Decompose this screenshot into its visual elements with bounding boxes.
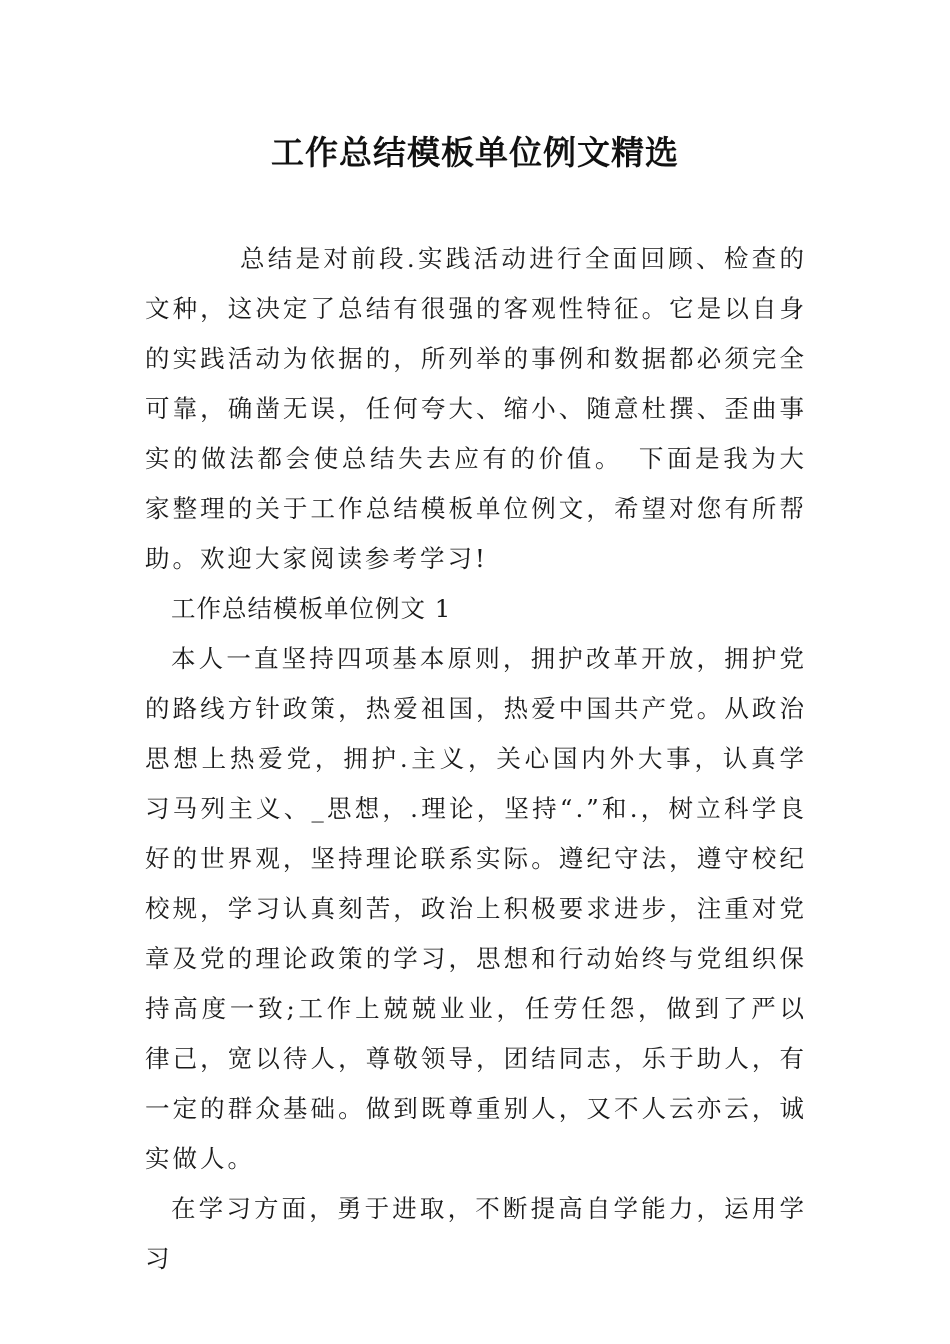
body-paragraph-1: 本人一直坚持四项基本原则，拥护改革开放，拥护党的路线方针政策，热爱祖国，热爱中国共产党。从政治思想上热爱党，拥护.主义，关心国内外大事，认真学习马列主义、_思想，.理论，坚持“.”和.，树立科学良好的世界观，坚持理论联系实际。遵纪守法，遵守校纪校规，学习认真刻苦，政治上积极要求进步，注重对党章及党的理论政策的学习，思想和行动始终与党组织保持高度一致;工作上兢兢业业，任劳任怨，做到了严以律己，宽以待人，尊敬领导，团结同志，乐于助人，有一定的群众基础。做到既尊重别人，又不人云亦云，诚实做人。 — [145, 644, 807, 1173]
section-heading: 工作总结模板单位例文 1 — [171, 594, 452, 623]
intro-paragraph: 总结是对前段.实践活动进行全面回顾、检查的文种，这决定了总结有很强的客观性特征。它是以自身的实践活动为依据的，所列举的事例和数据都必须完全可靠，确凿无误，任何夸大、缩小、随意杜撰、歪曲事实的做法都会使总结失去应有的价值。 下面是我为大家整理的关于工作总结模板单位例文，希望对您有所帮助。欢迎大家阅读参考学习! — [145, 244, 807, 573]
document-title: 工作总结模板单位例文精选 — [271, 133, 679, 172]
body-paragraph-2: 在学习方面，勇于进取，不断提高自学能力，运用学习 — [145, 1194, 807, 1273]
document-body — [145, 234, 807, 1284]
